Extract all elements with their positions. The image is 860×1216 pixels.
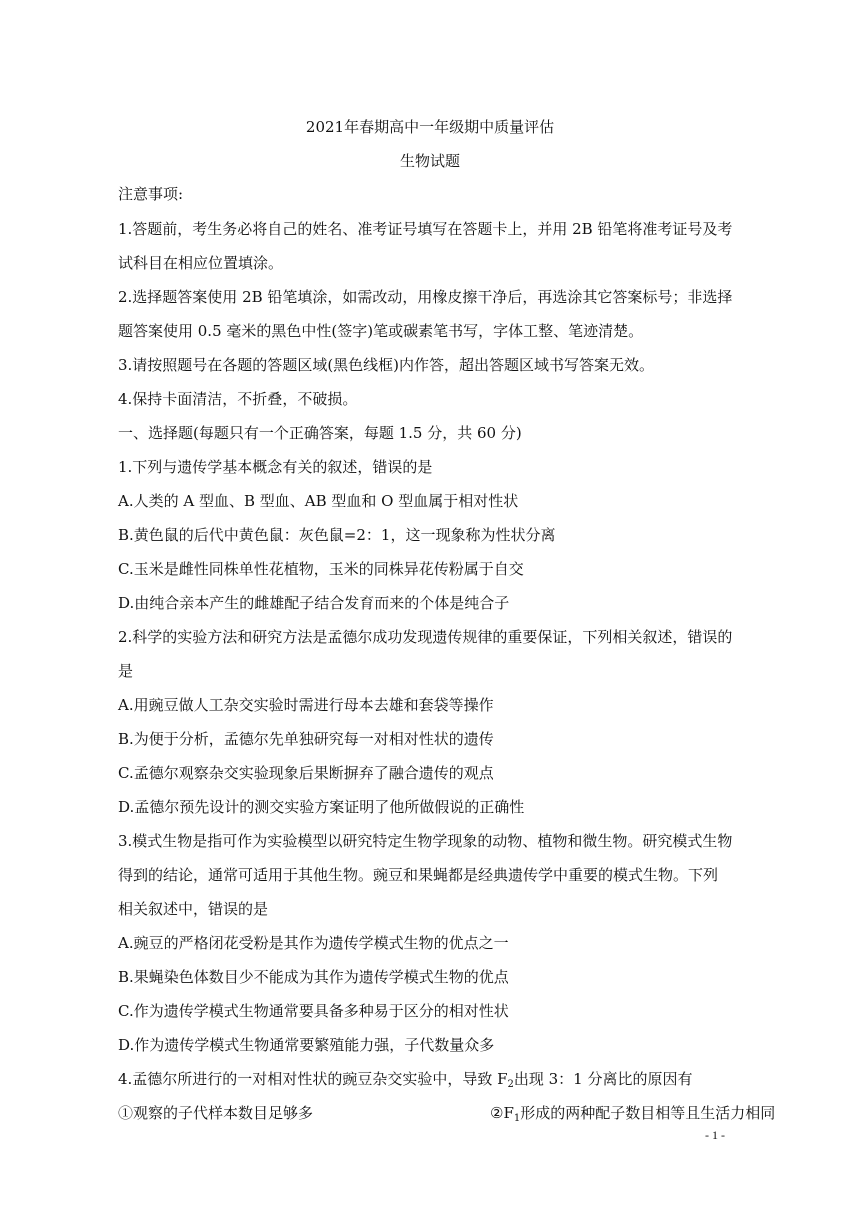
answer-option: A.人类的 A 型血、B 型血、AB 型血和 O 型血属于相对性状 (118, 492, 519, 510)
question-stem: 3.模式生物是指可作为实验模型以研究特定生物学现象的动物、植物和微生物。研究模式生物 (118, 832, 733, 850)
question-stem: 得到的结论，通常可适用于其他生物。豌豆和果蝇都是经典遗传学中重要的模式生物。下列 (118, 866, 719, 884)
answer-option: $②F_1$形成的两种配子数目相等且生活力相同 (490, 1104, 776, 1124)
notice-line: 2.选择题答案使用 2B 铅笔填涂，如需改动，用橡皮擦干净后，再选涂其它答案标号；非选择 (118, 288, 733, 306)
notice-line: 题答案使用 0.5 毫米的黑色中性(签字)笔或碳素笔书写，字体工整、笔迹清楚。 (118, 322, 644, 340)
answer-option: D.孟德尔预先设计的测交实验方案证明了他所做假说的正确性 (118, 798, 525, 816)
question-stem: 相关叙述中，错误的是 (118, 900, 269, 918)
answer-option: C.孟德尔观察杂交实验现象后果断摒弃了融合遗传的观点 (118, 764, 494, 782)
notice-line: 1.答题前，考生务必将自己的姓名、准考证号填写在答题卡上，并用 2B 铅笔将准考证号及考 (118, 220, 733, 238)
notice-line: 4.保持卡面清洁，不折叠，不破损。 (118, 390, 358, 408)
answer-option: D.作为遗传学模式生物通常要繁殖能力强，子代数量众多 (118, 1036, 495, 1054)
notice-heading: 注意事项: (118, 185, 184, 203)
answer-option: B.黄色鼠的后代中黄色鼠：灰色鼠=2：1，这一现象称为性状分离 (118, 526, 556, 544)
answer-option: B.果蝇染色体数目少不能成为其作为遗传学模式生物的优点 (118, 968, 509, 986)
notice-line: 试科目在相应位置填涂。 (118, 254, 284, 272)
answer-option: D.由纯合亲本产生的雌雄配子结合发育而来的个体是纯合子 (118, 594, 510, 612)
notice-line: 3.请按照题号在各题的答题区域(黑色线框)内作答，超出答题区域书写答案无效。 (118, 356, 655, 374)
answer-option: C.作为遗传学模式生物通常要具备多种易于区分的相对性状 (118, 1002, 509, 1020)
answer-option: ①观察的子代样本数目足够多 (118, 1104, 314, 1122)
answer-option: A.用豌豆做人工杂交实验时需进行母本去雄和套袋等操作 (118, 696, 494, 714)
answer-option-row (118, 1103, 776, 1124)
page-number: - 1 - (705, 1128, 725, 1142)
exam-subtitle: 生物试题 (399, 152, 460, 170)
answer-option: B.为便于分析，孟德尔先单独研究每一对相对性状的遗传 (118, 730, 494, 748)
question-stem: 1.下列与遗传学基本概念有关的叙述，错误的是 (118, 458, 433, 476)
question-stem: 4.孟德尔所进行的一对相对性状的豌豆杂交实验中，导致 $F_2$出现 3：1 分离比的原因有 (118, 1070, 693, 1090)
question-stem: 是 (118, 662, 134, 680)
answer-option: A.豌豆的严格闭花受粉是其作为遗传学模式生物的优点之一 (118, 934, 509, 952)
section-heading: 一、选择题(每题只有一个正确答案，每题 1.5 分，共 60 分) (118, 424, 522, 442)
question-stem: 2.科学的实验方法和研究方法是孟德尔成功发现遗传规律的重要保证，下列相关叙述，错误的 (118, 628, 733, 646)
answer-option: C.玉米是雌性同株单性花植物，玉米的同株异花传粉属于自交 (118, 560, 524, 578)
exam-title: 2021年春期高中一年级期中质量评估 (305, 118, 555, 136)
